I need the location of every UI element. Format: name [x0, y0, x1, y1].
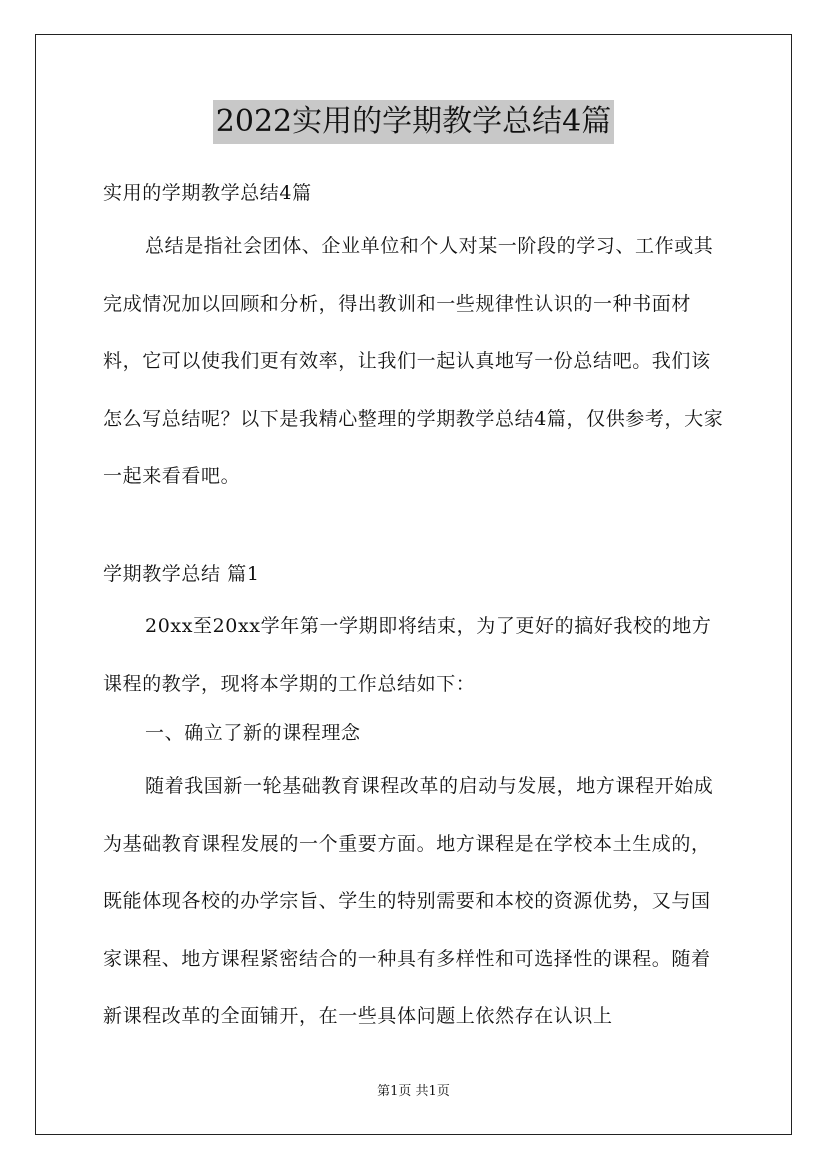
intro-paragraph: 总结是指社会团体、企业单位和个人对某一阶段的学习、工作或其完成情况加以回顾和分析，得出教训和一些规律性认识的一种书面材料，它可以使我们更有效率，让我们一起认真地写一份总结吧。我们该怎么写总结呢？以下是我精心整理的学期教学总结4篇，仅供参考，大家一起来看看吧。 — [103, 235, 724, 487]
subheading: 一、确立了新的课程理念 — [145, 722, 361, 744]
page-footer: 第1页 共1页 — [377, 1084, 450, 1099]
document-title: 2022实用的学期教学总结4篇 — [213, 100, 614, 144]
section-paragraph-2: 随着我国新一轮基础教育课程改革的启动与发展，地方课程开始成为基础教育课程发展的一个重要方面。地方课程是在学校本土生成的，既能体现各校的办学宗旨、学生的特别需要和本校的资源优势，又与国家课程、地方课程紧密结合的一种具有多样性和可选择性的课程。随着新课程改革的全面铺开，在一些具体问题上依然存在认识上 — [103, 775, 714, 1027]
document-subtitle: 实用的学期教学总结4篇 — [103, 182, 312, 204]
title-container — [0, 100, 827, 144]
section-paragraph-1: 20xx至20xx学年第一学期即将结束，为了更好的搞好我校的地方课程的教学，现将本学期的工作总结如下： — [103, 615, 712, 695]
section-heading: 学期教学总结 篇1 — [103, 563, 260, 585]
